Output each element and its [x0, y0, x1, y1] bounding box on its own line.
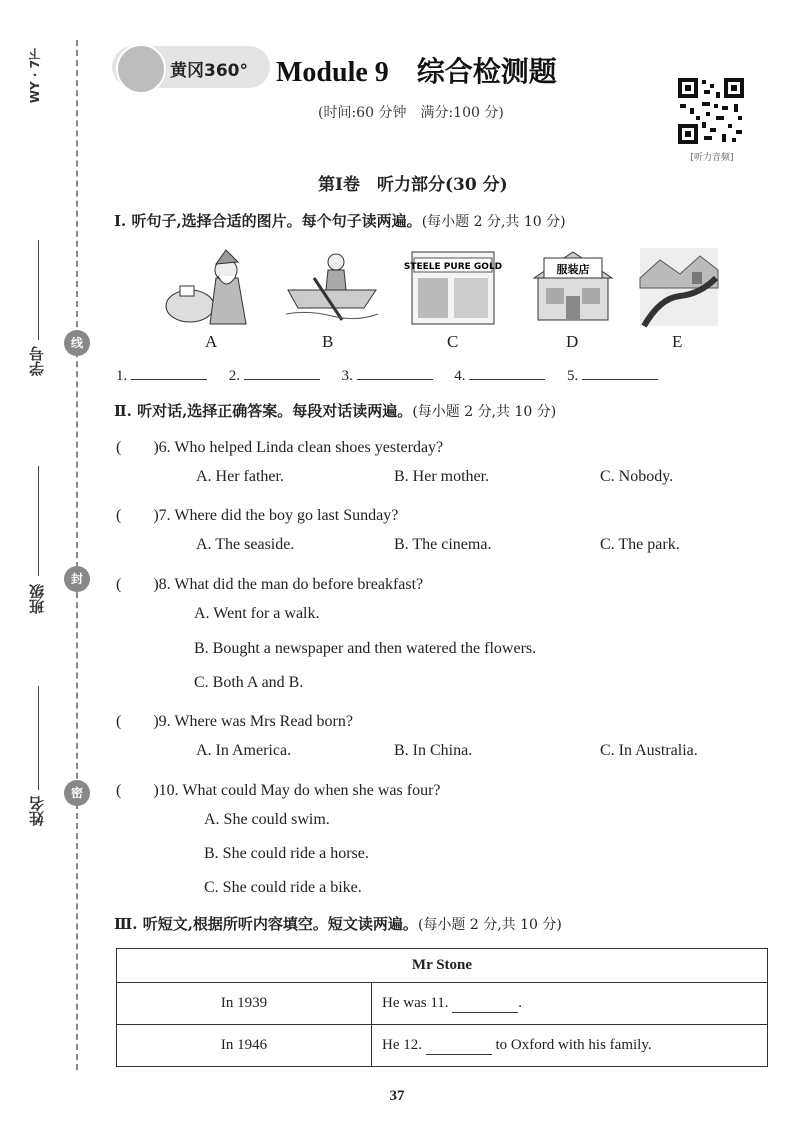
- q10-option-c: C. She could ride a bike.: [204, 879, 362, 896]
- q8-option-c: C. Both A and B.: [194, 674, 304, 691]
- section-2-title: Ⅱ. 听对话,选择正确答案。每段对话读两遍。(每小题 2 分,共 10 分): [114, 402, 557, 420]
- id-label: 学号: [28, 346, 46, 376]
- answer-blank-4[interactable]: [469, 379, 545, 380]
- table-year-cell: In 1946: [117, 1025, 372, 1067]
- book-code: WY · 7下: [28, 48, 42, 104]
- name-label: 姓名: [28, 796, 46, 826]
- table-content-cell: He was 11. .: [372, 983, 768, 1025]
- santa-claus-icon: [160, 248, 252, 326]
- question-8: ( )8. What did the man do before breakfast?: [116, 576, 424, 593]
- q9-option-c: C. In Australia.: [600, 742, 698, 759]
- table-content-cell: He 12. to Oxford with his family.: [372, 1025, 768, 1067]
- question-6: ( )6. Who helped Linda clean shoes yesterday?: [116, 439, 444, 456]
- q9-option-b: B. In China.: [394, 742, 473, 759]
- table-row: [117, 1025, 768, 1067]
- q9-option-a: A. In America.: [196, 742, 292, 759]
- q7-option-b: B. The cinema.: [394, 536, 492, 553]
- fill-blank-12[interactable]: [426, 1037, 492, 1055]
- table-year-cell: In 1939: [117, 983, 372, 1025]
- q6-option-a: A. Her father.: [196, 468, 284, 485]
- question-9: ( )9. Where was Mrs Read born?: [116, 713, 353, 730]
- svg-text:STEELE PURE GOLD: STEELE PURE GOLD: [403, 262, 503, 272]
- mascot-icon: [116, 44, 166, 94]
- class-blank-line[interactable]: [38, 466, 39, 576]
- exam-info: (时间:60 分钟 满分:100 分): [318, 105, 504, 121]
- part-title: 第Ⅰ卷 听力部分(30 分): [318, 175, 508, 195]
- brand-text: 黄冈360°: [170, 61, 248, 81]
- section-3-title: Ⅲ. 听短文,根据所听内容填空。短文读两遍。(每小题 2 分,共 10 分): [114, 915, 562, 933]
- answer-blank-5[interactable]: [582, 379, 658, 380]
- picture-label-c: C: [447, 332, 459, 351]
- seal-secret-badge: 密: [64, 780, 90, 806]
- seal-seal-badge: 封: [64, 566, 90, 592]
- q6-option-b: B. Her mother.: [394, 468, 490, 485]
- table-row: [117, 983, 768, 1025]
- page-title: Module 9 综合检测题: [276, 57, 557, 88]
- id-blank-line[interactable]: [38, 240, 39, 340]
- qr-code-icon[interactable]: [676, 76, 746, 146]
- question-7: ( )7. Where did the boy go last Sunday?: [116, 507, 399, 524]
- question-10: ( )10. What could May do when she was four?: [116, 782, 441, 799]
- clothes-shop-icon: [530, 248, 616, 326]
- answer-blank-2[interactable]: [244, 379, 320, 380]
- answer-blank-1[interactable]: [131, 379, 207, 380]
- newspaper-icon: [403, 248, 503, 326]
- qr-caption: [听力音频]: [690, 153, 734, 163]
- q8-option-b: B. Bought a newspaper and then watered the flowers.: [194, 640, 537, 657]
- binding-dashed-line: [76, 40, 78, 1070]
- name-blank-line[interactable]: [38, 686, 39, 790]
- q6-option-c: C. Nobody.: [600, 468, 674, 485]
- answer-blank-3[interactable]: [357, 379, 433, 380]
- page-number: 37: [389, 1088, 405, 1104]
- seal-line-badge: 线: [64, 330, 90, 356]
- fill-blank-11[interactable]: [452, 995, 518, 1013]
- q7-option-c: C. The park.: [600, 536, 680, 553]
- svg-text:服装店: 服装店: [556, 263, 590, 276]
- picture-label-a: A: [205, 332, 218, 351]
- info-table: [116, 948, 768, 1067]
- boat-rowing-icon: [284, 248, 380, 326]
- q8-option-a: A. Went for a walk.: [194, 605, 320, 622]
- table-header: Mr Stone: [117, 949, 768, 983]
- q10-option-a: A. She could swim.: [204, 811, 330, 828]
- picture-label-b: B: [322, 332, 334, 351]
- q7-option-a: A. The seaside.: [196, 536, 295, 553]
- q10-option-b: B. She could ride a horse.: [204, 845, 369, 862]
- answer-blanks: 1. 2. 3. 4. 5.: [116, 368, 676, 385]
- section-1-title: Ⅰ. 听句子,选择合适的图片。每个句子读两遍。(每小题 2 分,共 10 分): [114, 212, 566, 230]
- picture-label-d: D: [566, 332, 579, 351]
- great-wall-icon: [640, 248, 718, 326]
- picture-label-e: E: [672, 332, 683, 351]
- class-label: 班级: [28, 584, 46, 614]
